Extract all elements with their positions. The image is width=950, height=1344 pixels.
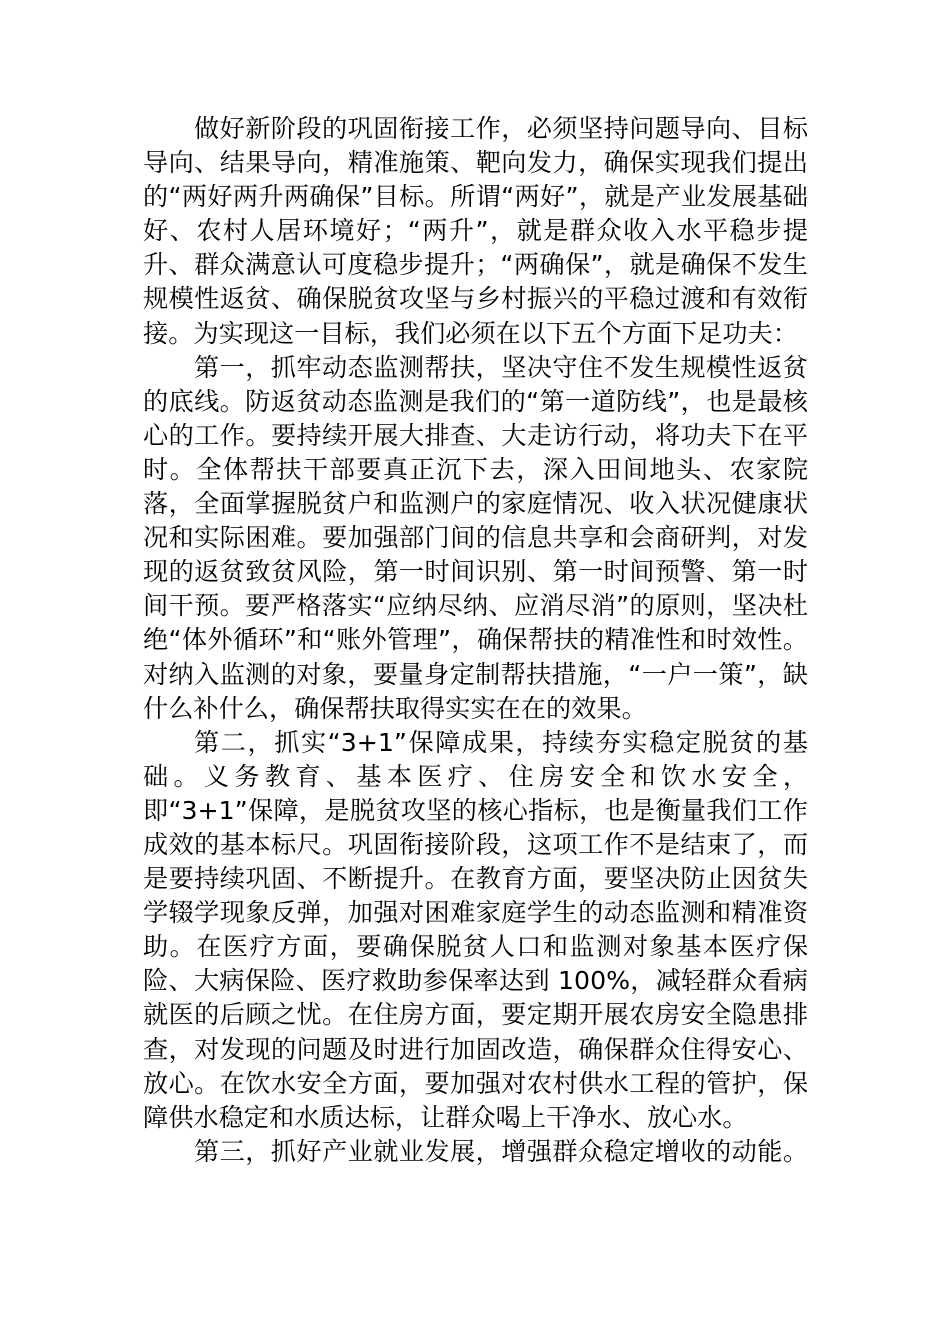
document-text-body: [143, 112, 808, 1169]
paragraph-second-3plus1-guarantee: 第二，抓实“3+1”保障成果，持续夯实稳定脱贫的基础。义务教育、基本医疗、住房安全和饮水安全，即“3+1”保障，是脱贫攻坚的核心指标，也是衡量我们工作成效的基本标尺。巩固衔接阶段，这项工作不是结束了，而是要持续巩固、不断提升。在教育方面，要坚决防止因贫失学辍学现象反弹，加强对困难家庭学生的动态监测和精准资助。在医疗方面，要确保脱贫人口和监测对象基本医疗保险、大病保险、医疗救助参保率达到 100%，减轻群众看病就医的后顾之忧。在住房方面，要定期开展农房安全隐患排查，对发现的问题及时进行加固改造，确保群众住得安心、放心。在饮水安全方面，要加强对农村供水工程的管护，保障供水稳定和水质达标，让群众喝上干净水、放心水。: [143, 727, 808, 1132]
paragraph-first-dynamic-monitoring: 第一，抓牢动态监测帮扶，坚决守住不发生规模性返贫的底线。防返贫动态监测是我们的“第一道防线”，也是最核心的工作。要持续开展大排查、大走访行动，将功夫下在平时。全体帮扶干部要真正沉下去，深入田间地头、农家院落，全面掌握脱贫户和监测户的家庭情况、收入状况健康状况和实际困难。要加强部门间的信息共享和会商研判，对发现的返贫致贫风险，第一时间识别、第一时间预警、第一时间干预。要严格落实“应纳尽纳、应消尽消”的原则，坚决杜绝“体外循环”和“账外管理”，确保帮扶的精准性和时效性。对纳入监测的对象，要量身定制帮扶措施，“一户一策”，缺什么补什么，确保帮扶取得实实在在的效果。: [143, 352, 808, 723]
paragraph-goals-overview: 做好新阶段的巩固衔接工作，必须坚持问题导向、目标导向、结果导向，精准施策、靶向发力，确保实现我们提出的“两好两升两确保”目标。所谓“两好”，就是产业发展基础好、农村人居环境好；“两升”，就是群众收入水平稳步提升、群众满意认可度稳步提升；“两确保”，就是确保不发生规模性返贫、确保脱贫攻坚与乡村振兴的平稳过渡和有效衔接。为实现这一目标，我们必须在以下五个方面下足功夫：: [143, 114, 808, 348]
paragraph-third-industry-employment: 第三，抓好产业就业发展，增强群众稳定增收的动能。: [194, 1136, 808, 1166]
